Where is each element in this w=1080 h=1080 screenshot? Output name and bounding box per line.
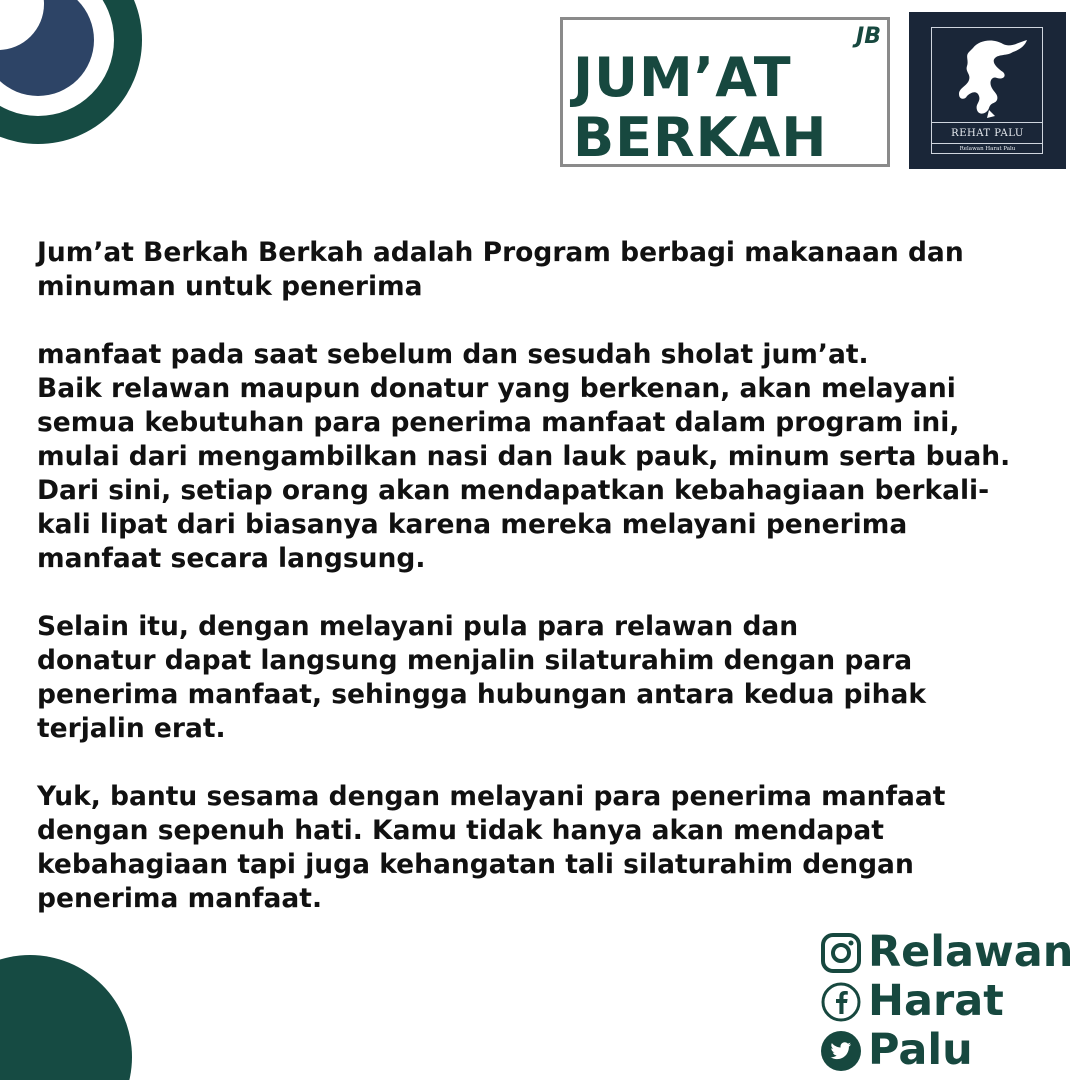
- social-label: Harat: [868, 976, 1004, 1026]
- social-row-twitter[interactable]: [820, 1026, 1080, 1075]
- paragraph-silaturahim-line1: Selain itu, dengan melayani pula para relawan dan: [37, 611, 799, 642]
- twitter-icon: [820, 1030, 862, 1072]
- social-row-facebook[interactable]: [820, 977, 1080, 1026]
- social-row-instagram[interactable]: [820, 928, 1080, 977]
- instagram-icon: [820, 932, 862, 974]
- page-title-line2: BERKAH: [573, 106, 828, 169]
- sulawesi-island-logo-icon: [949, 36, 1029, 118]
- page-title-line1: JUM’AT: [573, 46, 792, 109]
- body-text: [37, 236, 1047, 916]
- social-handles: [820, 928, 1080, 1075]
- title-box: [560, 17, 890, 167]
- paragraph-gap: [37, 576, 1047, 610]
- title-badge: JB: [856, 24, 881, 49]
- paragraph-service: Baik relawan maupun donatur yang berkenan, akan melayani semua kebutuhan para penerima manfaat dalam program ini, mulai dari mengambilkan nasi dan lauk pauk, minum serta buah. Dari sini, setiap orang akan mendapatkan kebahagiaan berkali-kali lipat dari biasanya karena mereka melayani penerima manfaat secara langsung.: [37, 373, 1011, 574]
- paragraph-gap: [37, 746, 1047, 780]
- social-label: Palu: [868, 1025, 973, 1075]
- page-title: [573, 48, 827, 168]
- bottom-left-circle-decoration: [0, 955, 140, 1080]
- top-left-ring-decoration: [0, 0, 170, 170]
- paragraph-timing: manfaat pada saat sebelum dan sesudah sholat jum’at.: [37, 339, 869, 370]
- paragraph-silaturahim: donatur dapat langsung menjalin silaturahim dengan para penerima manfaat, sehingga hubungan antara kedua pihak terjalin erat.: [37, 645, 926, 744]
- logo-divider-bottom: [931, 143, 1043, 144]
- logo-divider-top: [931, 122, 1043, 123]
- organization-logo: [909, 12, 1066, 169]
- paragraph-call-to-action: Yuk, bantu sesama dengan melayani para penerima manfaat dengan sepenuh hati. Kamu tidak hanya akan mendapat kebahagiaan tapi juga kehangatan tali silaturahim dengan penerima manfaat.: [37, 781, 946, 914]
- logo-name: REHAT PALU: [951, 128, 1024, 139]
- paragraph-gap: [37, 304, 1047, 338]
- social-label: Relawan: [868, 927, 1074, 977]
- facebook-icon: [820, 981, 862, 1023]
- paragraph-intro: Jum’at Berkah Berkah adalah Program berbagi makanaan dan minuman untuk penerima: [37, 237, 964, 302]
- logo-subtitle: Relawan Harat Palu: [959, 146, 1016, 152]
